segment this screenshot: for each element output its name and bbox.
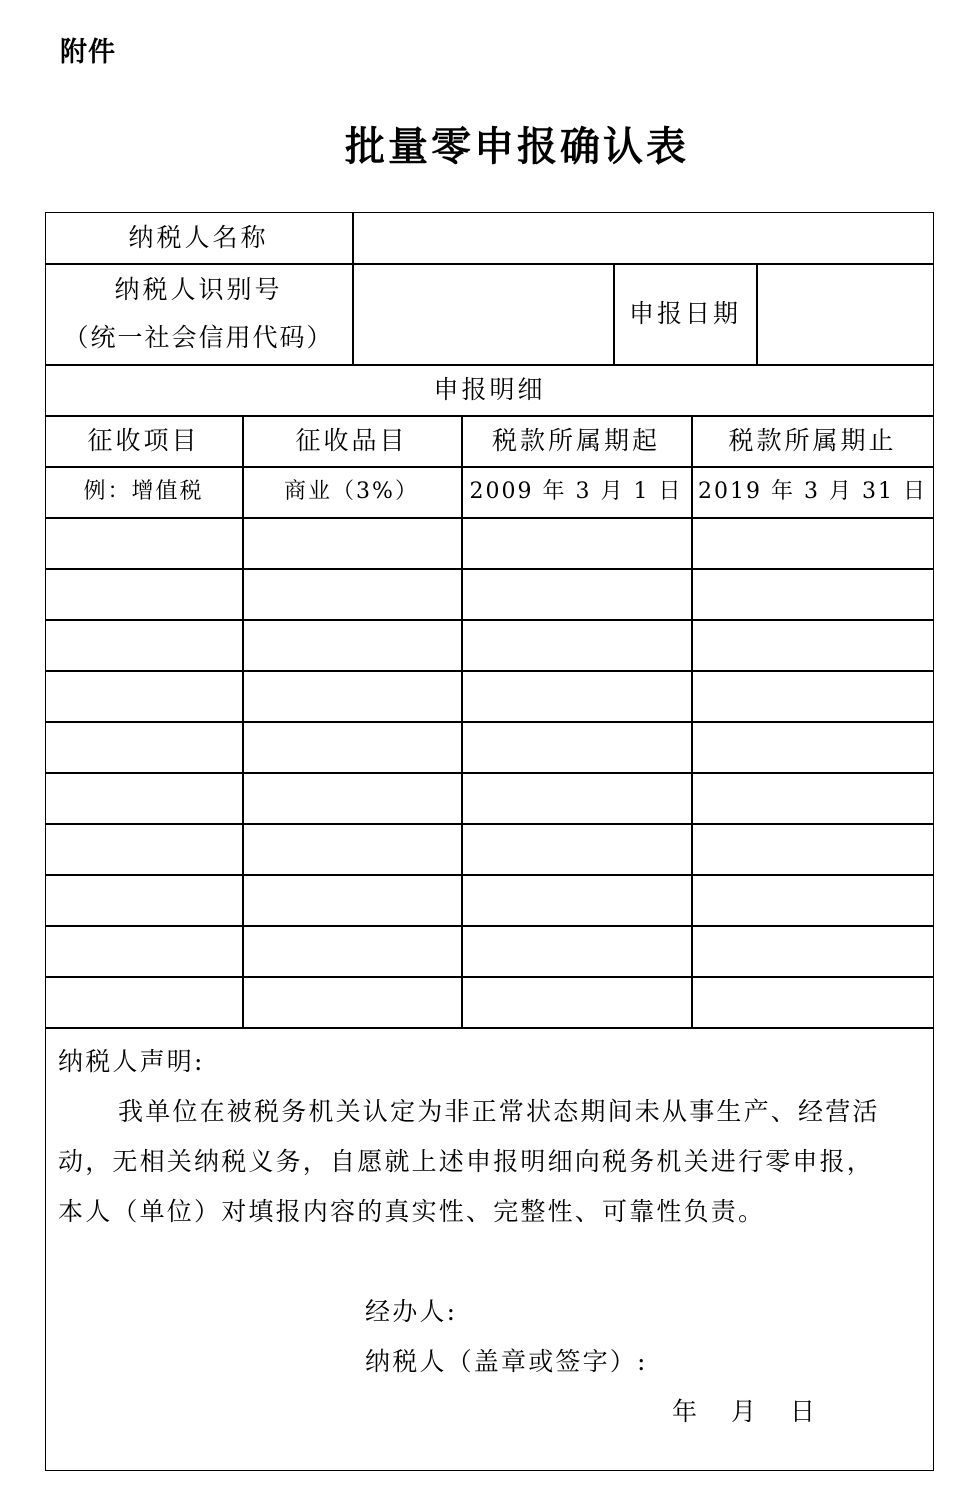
blank-cell-period-start[interactable]: [461, 619, 691, 670]
attachment-label: 附件: [60, 37, 116, 68]
date-year-label: 年: [672, 1397, 700, 1426]
declaration-line-1: 我单位在被税务机关认定为非正常状态期间未从事生产、经营活: [118, 1097, 880, 1126]
details-section-title: 申报明细: [433, 374, 546, 404]
date-day-label: 日: [790, 1397, 818, 1426]
taxpayer-seal-label: 纳税人（盖章或签字）:: [365, 1347, 648, 1376]
blank-cell-category[interactable]: [242, 823, 461, 874]
taxpayer-id-label-line2: （统一社会信用代码）: [63, 322, 334, 352]
blank-cell-category[interactable]: [242, 925, 461, 976]
declaration-line-2: 动，无相关纳税义务，自愿就上述申报明细向税务机关进行零申报，: [58, 1147, 875, 1176]
declare-date-label: 申报日期: [628, 298, 741, 328]
declaration-heading: 纳税人声明:: [58, 1047, 205, 1076]
blank-cell-item[interactable]: [45, 619, 242, 670]
blank-cell-item[interactable]: [45, 568, 242, 619]
column-header-item: 征收项目: [87, 425, 200, 455]
blank-cell-period-start[interactable]: [461, 772, 691, 823]
example-period-end: 2019 年 3 月 31 日: [698, 478, 927, 504]
blank-cell-item[interactable]: [45, 976, 242, 1027]
blank-cell-item[interactable]: [45, 517, 242, 568]
blank-cell-category[interactable]: [242, 721, 461, 772]
form-title: 批量零申报确认表: [345, 123, 689, 170]
blank-cell-item[interactable]: [45, 670, 242, 721]
blank-cell-period-end[interactable]: [691, 823, 934, 874]
blank-cell-category[interactable]: [242, 619, 461, 670]
blank-cell-period-end[interactable]: [691, 670, 934, 721]
blank-cell-period-end[interactable]: [691, 517, 934, 568]
blank-cell-period-start[interactable]: [461, 874, 691, 925]
blank-cell-period-end[interactable]: [691, 568, 934, 619]
blank-cell-period-start[interactable]: [461, 670, 691, 721]
blank-cell-category[interactable]: [242, 517, 461, 568]
handler-label: 经办人:: [365, 1297, 458, 1326]
column-header-period-end: 税款所属期止: [728, 425, 897, 455]
blank-cell-category[interactable]: [242, 874, 461, 925]
blank-cell-category[interactable]: [242, 568, 461, 619]
blank-cell-category[interactable]: [242, 772, 461, 823]
example-category: 商业（3%）: [284, 478, 419, 504]
blank-cell-period-end[interactable]: [691, 976, 934, 1027]
blank-cell-period-end[interactable]: [691, 721, 934, 772]
taxpayer-name-label: 纳税人名称: [128, 222, 269, 252]
example-period-start: 2009 年 3 月 1 日: [469, 478, 683, 504]
blank-cell-item[interactable]: [45, 925, 242, 976]
declaration-line-3: 本人（单位）对填报内容的真实性、完整性、可靠性负责。: [58, 1197, 766, 1226]
taxpayer-id-label: [45, 263, 352, 364]
blank-cell-period-end[interactable]: [691, 925, 934, 976]
blank-cell-period-start[interactable]: [461, 925, 691, 976]
blank-cell-period-end[interactable]: [691, 874, 934, 925]
blank-cell-category[interactable]: [242, 670, 461, 721]
blank-cell-period-start[interactable]: [461, 721, 691, 772]
column-header-category: 征收品目: [295, 425, 408, 455]
blank-cell-period-end[interactable]: [691, 772, 934, 823]
blank-cell-period-start[interactable]: [461, 517, 691, 568]
row-divider: [45, 1027, 934, 1029]
taxpayer-name-field[interactable]: [353, 212, 933, 263]
blank-cell-category[interactable]: [242, 976, 461, 1027]
blank-cell-period-end[interactable]: [691, 619, 934, 670]
column-header-period-start: 税款所属期起: [491, 425, 660, 455]
date-month-label: 月: [731, 1397, 759, 1426]
blank-cell-period-start[interactable]: [461, 823, 691, 874]
blank-cell-period-start[interactable]: [461, 976, 691, 1027]
taxpayer-id-field[interactable]: [353, 263, 613, 364]
taxpayer-id-label-line1: 纳税人识别号: [114, 275, 283, 304]
declare-date-field[interactable]: [757, 263, 933, 364]
blank-cell-period-start[interactable]: [461, 568, 691, 619]
blank-cell-item[interactable]: [45, 874, 242, 925]
example-item: 例：增值税: [83, 478, 204, 504]
blank-cell-item[interactable]: [45, 823, 242, 874]
blank-cell-item[interactable]: [45, 772, 242, 823]
blank-cell-item[interactable]: [45, 721, 242, 772]
